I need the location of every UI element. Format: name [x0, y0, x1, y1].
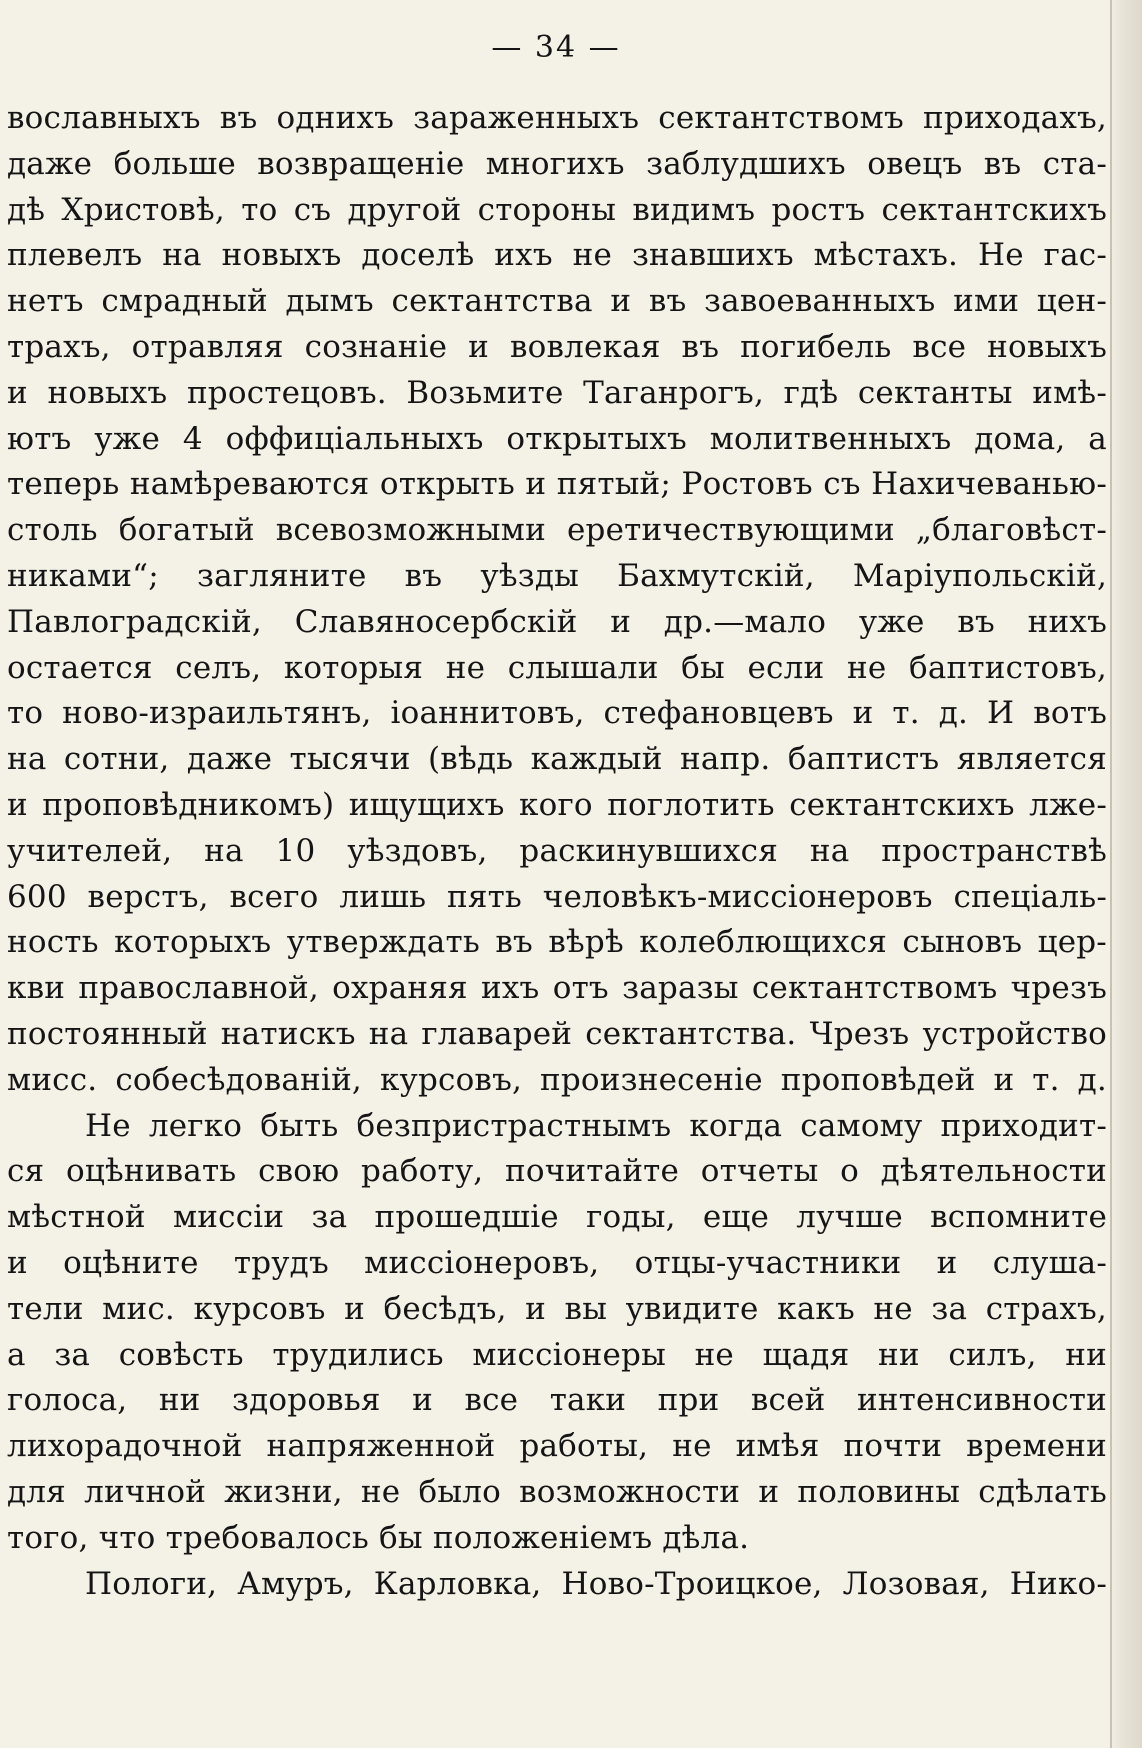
text-line: Павлоградскій, Славяносербскій и др.—мало уже въ нихъ — [7, 603, 1107, 640]
text-line: теперь намѣреваются открыть и пятый; Ростовъ съ Нахичеванью- — [7, 466, 1107, 503]
text-line: и оцѣните трудъ миссіонеровъ, отцы-участники и слуша- — [7, 1244, 1107, 1281]
text-line: на сотни, даже тысячи (вѣдь каждый напр. баптистъ является — [7, 741, 1107, 778]
text-line: остается селъ, которыя не слышали бы если не баптистовъ, — [7, 649, 1107, 686]
text-line: ся оцѣнивать свою работу, почитайте отчеты о дѣятельности — [7, 1153, 1107, 1190]
text-line: вославныхъ въ однихъ зараженныхъ сектантствомъ приходахъ, — [7, 100, 1107, 136]
text-line: плевелъ на новыхъ доселѣ ихъ не знавшихъ мѣстахъ. Не гас- — [7, 237, 1107, 274]
text-line: никами“; загляните въ уѣзды Бахмутскій, Маріупольскій, — [7, 557, 1107, 594]
text-line: дѣ Христовѣ, то съ другой стороны видимъ ростъ сектантскихъ — [7, 191, 1107, 228]
page-edge — [1110, 0, 1142, 1748]
text-line: голоса, ни здоровья и все таки при всей интенсивности — [7, 1382, 1107, 1419]
text-line: 600 верстъ, всего лишь пять человѣкъ-миссіонеровъ спеціаль- — [7, 878, 1107, 915]
text-line: ность которыхъ утверждать въ вѣрѣ колеблющихся сыновъ цер- — [7, 924, 1107, 961]
text-line: то ново-израильтянъ, іоаннитовъ, стефановцевъ и т. д. И вотъ — [7, 695, 1107, 732]
text-line: мѣстной миссіи за прошедшіе годы, еще лучше вспомните — [7, 1199, 1107, 1236]
page-number: — 34 — — [491, 30, 621, 65]
text-line: кви православной, охраняя ихъ отъ заразы сектантствомъ чрезъ — [7, 970, 1107, 1007]
text-line: постоянный натискъ на главарей сектантства. Чрезъ устройство — [7, 1015, 1107, 1052]
text-line: и новыхъ простецовъ. Возьмите Таганрогъ, гдѣ сектанты имѣ- — [7, 374, 1107, 411]
paragraph-last-line: того, что требовалось бы положеніемъ дѣла. — [7, 1519, 750, 1556]
paragraph-first-line: Не легко быть безпристрастнымъ когда самому приходит- — [85, 1107, 1107, 1144]
text-line: даже больше возвращеніе многихъ заблудшихъ овецъ въ ста- — [7, 145, 1107, 182]
paragraph-first-line: Пологи, Амуръ, Карловка, Ново-Троицкое, Лозовая, Нико- — [85, 1565, 1107, 1602]
text-line: и проповѣдникомъ) ищущихъ кого поглотить сектантскихъ лже- — [7, 786, 1107, 823]
text-line: тели мис. курсовъ и бесѣдъ, и вы увидите какъ не за страхъ, — [7, 1290, 1107, 1327]
text-line: нетъ смрадный дымъ сектантства и въ завоеванныхъ ими цен- — [7, 283, 1107, 320]
text-line: учителей, на 10 уѣздовъ, раскинувшихся на пространствѣ — [7, 832, 1107, 869]
text-line: для личной жизни, не было возможности и половины сдѣлать — [7, 1473, 1107, 1510]
text-line: ютъ уже 4 оффиціальныхъ открытыхъ молитвенныхъ дома, а — [7, 420, 1107, 457]
text-line: трахъ, отравляя сознаніе и вовлекая въ погибель все новыхъ — [7, 328, 1107, 365]
text-line: а за совѣсть трудились миссіонеры не щадя ни силъ, ни — [7, 1336, 1107, 1373]
body-text — [7, 96, 1107, 1607]
text-line: лихорадочной напряженной работы, не имѣя почти времени — [7, 1428, 1107, 1465]
text-line: столь богатый всевозможными еретичествующими „благовѣст- — [7, 512, 1107, 549]
text-line: мисс. собесѣдованій, курсовъ, произнесеніе проповѣдей и т. д. — [7, 1061, 1107, 1098]
